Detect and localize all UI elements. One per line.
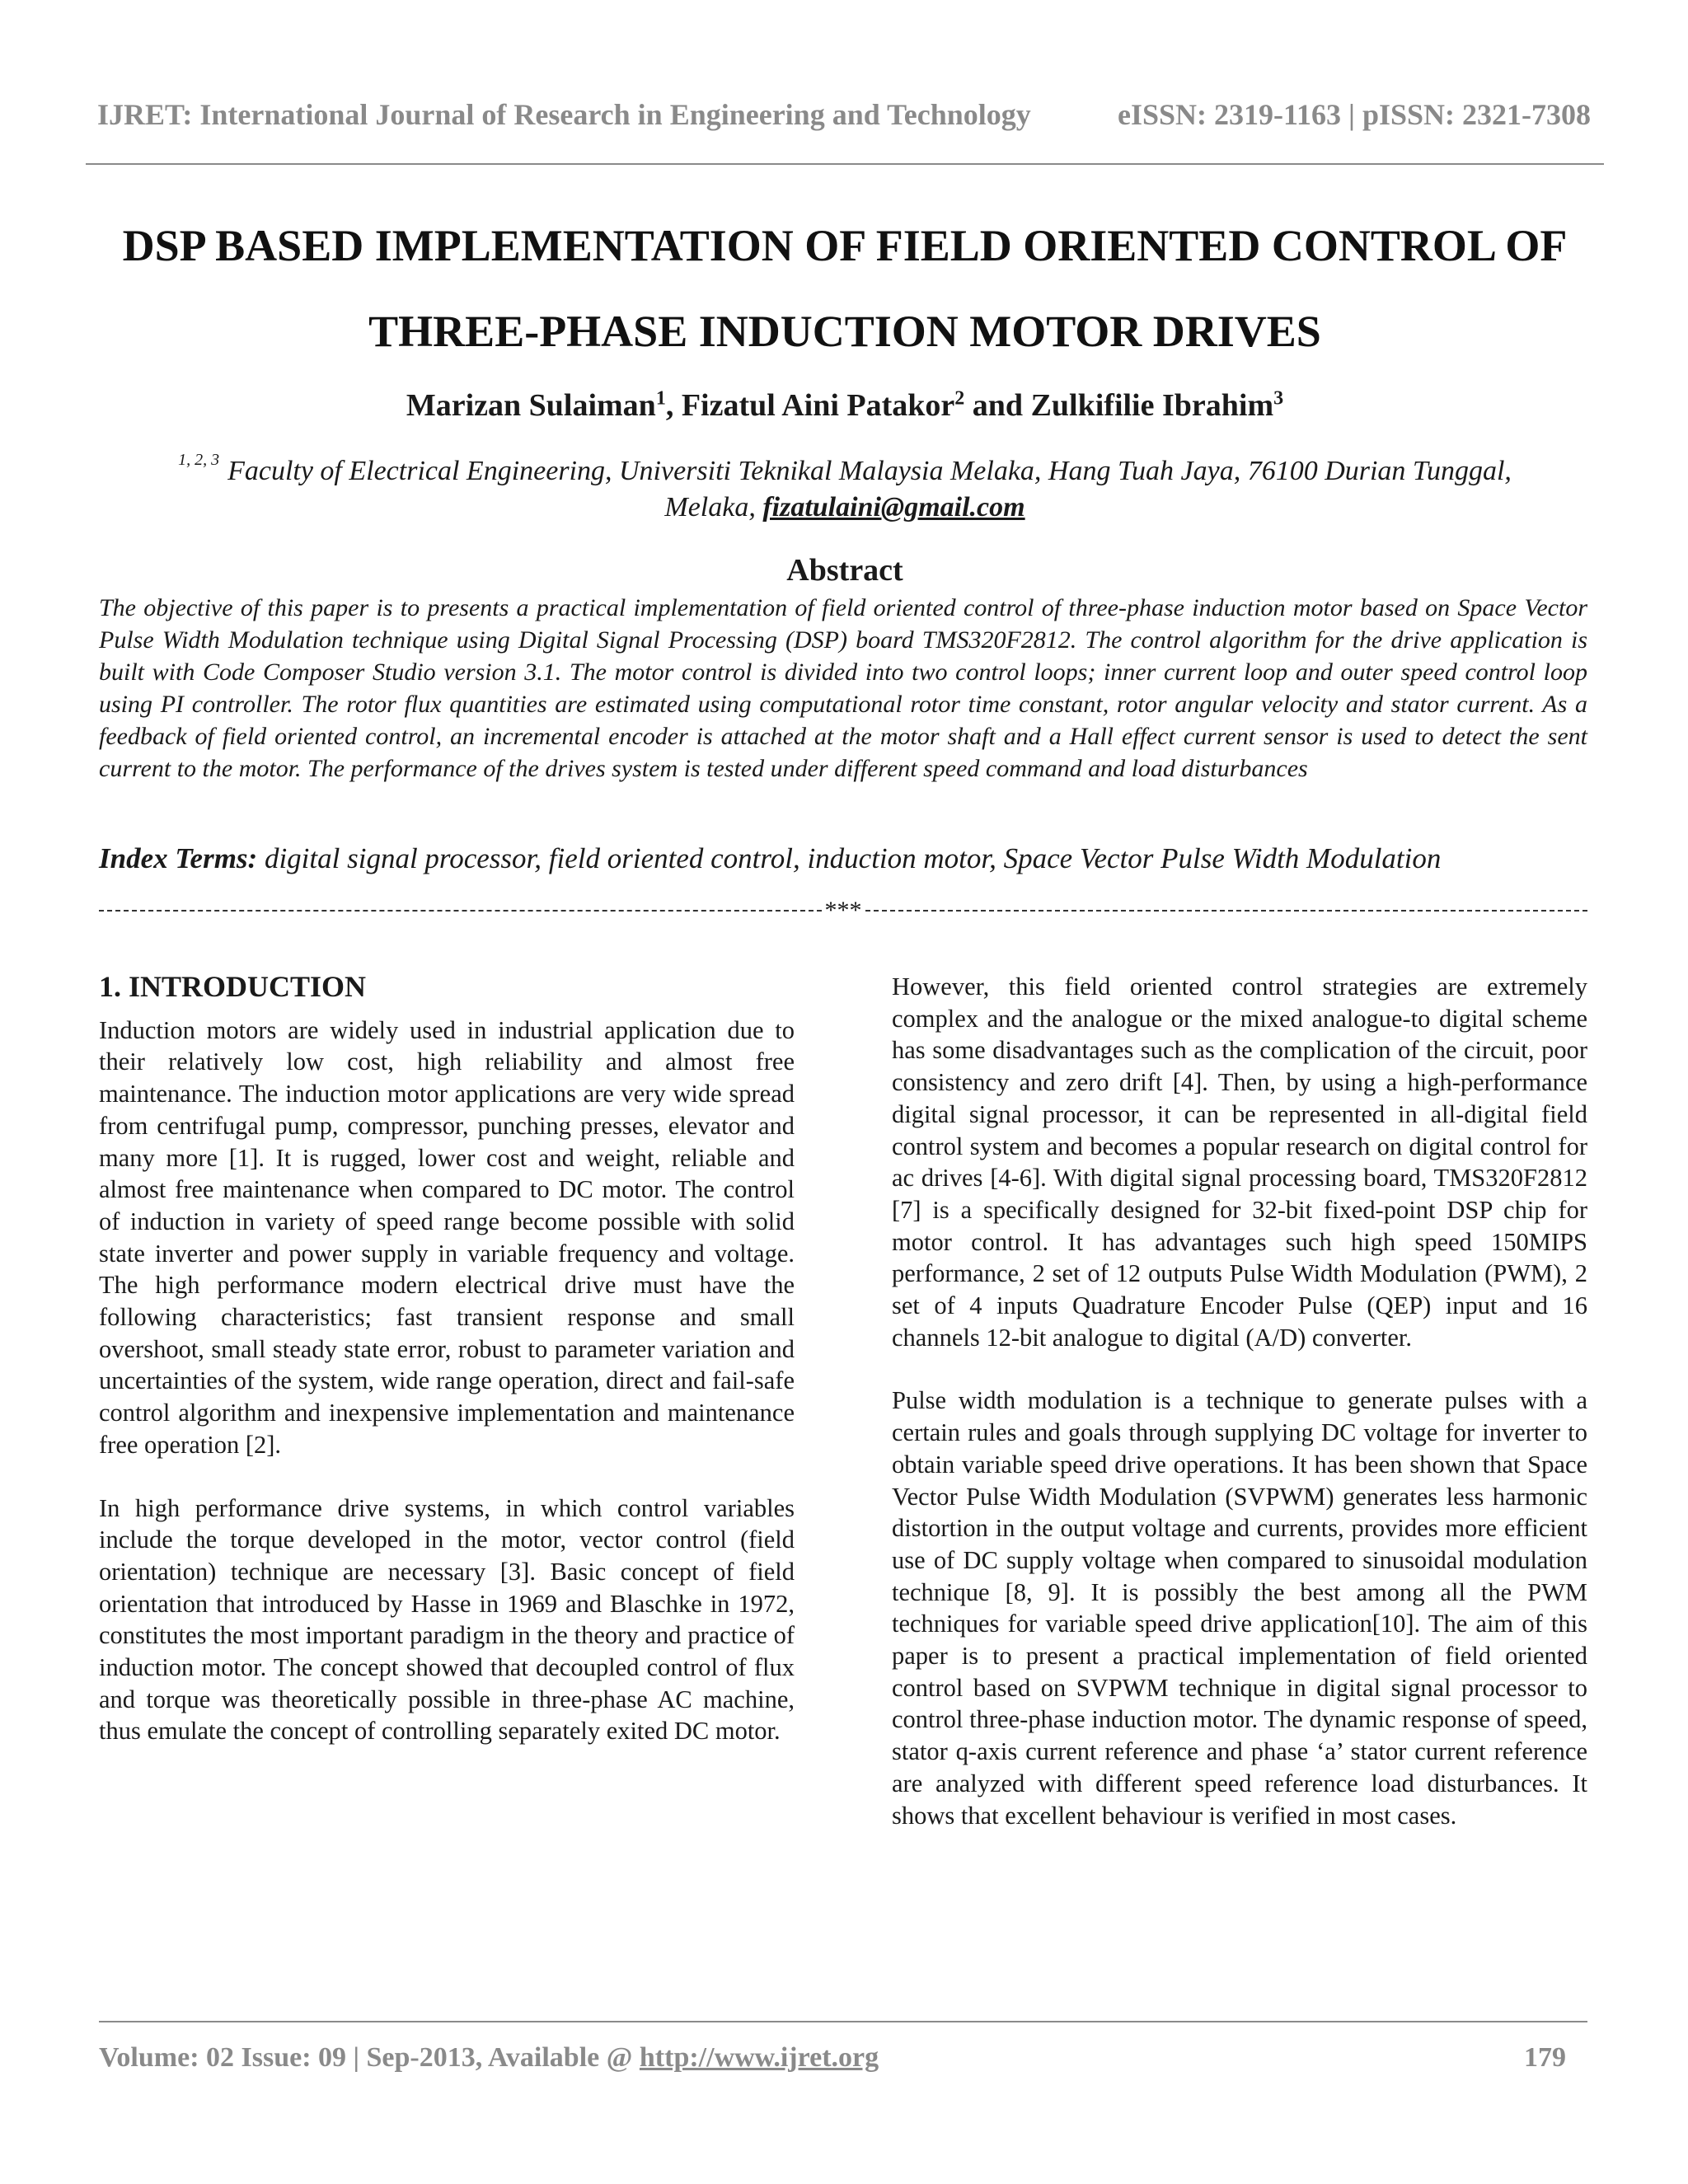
issn-numbers: eISSN: 2319-1163 | pISSN: 2321-7308 [1118, 98, 1591, 131]
divider-stars: *** [824, 897, 862, 924]
running-header [97, 97, 1591, 132]
author-1: Marizan Sulaiman [406, 388, 656, 423]
paragraph: Pulse width modulation is a technique to generate pulses with a certain rules and goals through supplying DC voltage for inverter to obtain variable speed drive operations. It has been shown that Space Vector Pulse Width Modulation (SVPWM) generates less harmonic distortion in the output voltage and currents, provides more efficient use of DC supply voltage when compared to sinusoidal modulation technique [8, 9]. It is possibly the best among all the PWM techniques for variable speed drive application[10]. The aim of this paper is to present a practical implementation of field oriented control based on SVPWM technique in digital signal processor to control three-phase induction motor. The dynamic response of speed, stator q-axis current reference and phase ‘a’ stator current reference are analyzed with different speed reference load disturbances. It shows that excellent behaviour is verified in most cases. [892, 1386, 1587, 1830]
journal-link[interactable]: http://www.ijret.org [639, 2042, 879, 2073]
header-rule [86, 163, 1604, 165]
author-separator: , [665, 388, 682, 423]
affiliation-marks: 1, 2, 3 [178, 451, 220, 469]
index-terms-label: Index Terms: [99, 842, 258, 874]
page-number: 179 [1524, 2042, 1566, 2073]
volume-issue: Volume: 02 Issue: 09 | Sep-2013, Available @ [99, 2042, 640, 2073]
abstract-heading: Abstract [786, 553, 903, 588]
paragraph: However, this field oriented control strategies are extremely complex and the analogue or the mixed analogue-to digital scheme has some disadvantages such as the complication of the circuit, poor consistency and zero drift [4]. Then, by using a high-performance digital signal processor, it can be represented in all-digital field control system and becomes a popular research on digital control for ac drives [4-6]. With digital signal processing board, TMS320F2812 [7] is a specifically designed for 32-bit fixed-point DSP chip for motor control. It has advantages such high speed 150MIPS performance, 2 set of 12 outputs Pulse Width Modulation (PWM), 2 set of 4 inputs Quadrature Encoder Pulse (QEP) input and 16 channels 12-bit analogue to digital (A/D) converter. [892, 972, 1587, 1352]
running-footer [99, 2042, 1566, 2074]
paragraph: Induction motors are widely used in industrial application due to their relatively low cost, high reliability and almost free maintenance. The induction motor applications are very wide spread from centrifugal pump, compressor, punching presses, elevator and many more [1]. It is rugged, lower cost and weight, reliable and almost free maintenance when compared to DC motor. The control of induction in variety of speed range become possible with solid state inverter and power supply in variable frequency and voltage. The high performance modern electrical drive must have the following characteristics; fast transient response and small overshoot, small steady state error, robust to parameter variation and uncertainties of the system, wide range operation, direct and fail-safe control algorithm and inexpensive implementation and maintenance free operation [2]. [99, 1015, 795, 1459]
abstract-text: The objective of this paper is to presents a practical implementation of field oriented control of three-phase induction motor based on Space Vector Pulse Width Modulation technique using Digital Signal Processing (DSP) board TMS320F2812. The control algorithm for the drive application is built with Code Composer Studio version 3.1. The motor control is divided into two control loops; inner current loop and outer speed control loop using PI controller. The rotor flux quantities are estimated using computational rotor time constant, rotor angular velocity and stator current. As a feedback of field oriented control, an incremental encoder is attached at the motor shaft and a Hall effect current sensor is used to detect the sent current to the motor. The performance of the drives system is tested under different speed command and load disturbances [99, 594, 1587, 782]
author-2: Fizatul Aini Patakor [681, 388, 955, 423]
index-terms [99, 842, 1587, 875]
author-3: Zulkifilie Ibrahim [1030, 388, 1274, 423]
section-heading-introduction: 1. INTRODUCTION [99, 970, 367, 1003]
author-2-affiliation-mark: 2 [954, 387, 965, 410]
title-line-2: THREE-PHASE INDUCTION MOTOR DRIVES [368, 307, 1321, 356]
index-terms-text: digital signal processor, field oriented control, induction motor, Space Vector Pulse Width Modulation [257, 842, 1442, 874]
section-divider [99, 898, 1587, 923]
footer-rule [99, 2021, 1587, 2022]
author-separator: and [964, 388, 1031, 423]
divider-dash-left [99, 910, 822, 912]
author-1-affiliation-mark: 1 [655, 387, 666, 410]
paper-title [86, 203, 1604, 374]
affiliation-line-2: Melaka, [664, 492, 763, 523]
affiliation [86, 442, 1604, 526]
divider-dash-right [865, 910, 1588, 912]
author-3-affiliation-mark: 3 [1273, 387, 1284, 410]
paragraph: In high performance drive systems, in which control variables include the torque developed in the motor, vector control (field orientation) technique are necessary [3]. Basic concept of field orientation that introduced by Hasse in 1969 and Blaschke in 1972, constitutes the most important paradigm in the theory and practice of induction motor. The concept showed that decoupled control of flux and torque was theoretically possible in three-phase AC machine, thus emulate the concept of controlling separately exited DC motor. [99, 1493, 795, 1746]
footer-citation [99, 2042, 879, 2074]
title-line-1: DSP BASED IMPLEMENTATION OF FIELD ORIENTED CONTROL OF [122, 221, 1568, 270]
column-left [99, 971, 795, 1779]
column-right [892, 971, 1587, 1863]
journal-name: IJRET: International Journal of Research in Engineering and Technology [97, 98, 1031, 131]
contact-email[interactable]: fizatulaini@gmail.com [762, 492, 1025, 523]
affiliation-line-1: Faculty of Electrical Engineering, Universiti Teknikal Malaysia Melaka, Hang Tuah Jaya, 76100 Durian Tunggal, [227, 456, 1512, 486]
author-list [86, 387, 1604, 424]
